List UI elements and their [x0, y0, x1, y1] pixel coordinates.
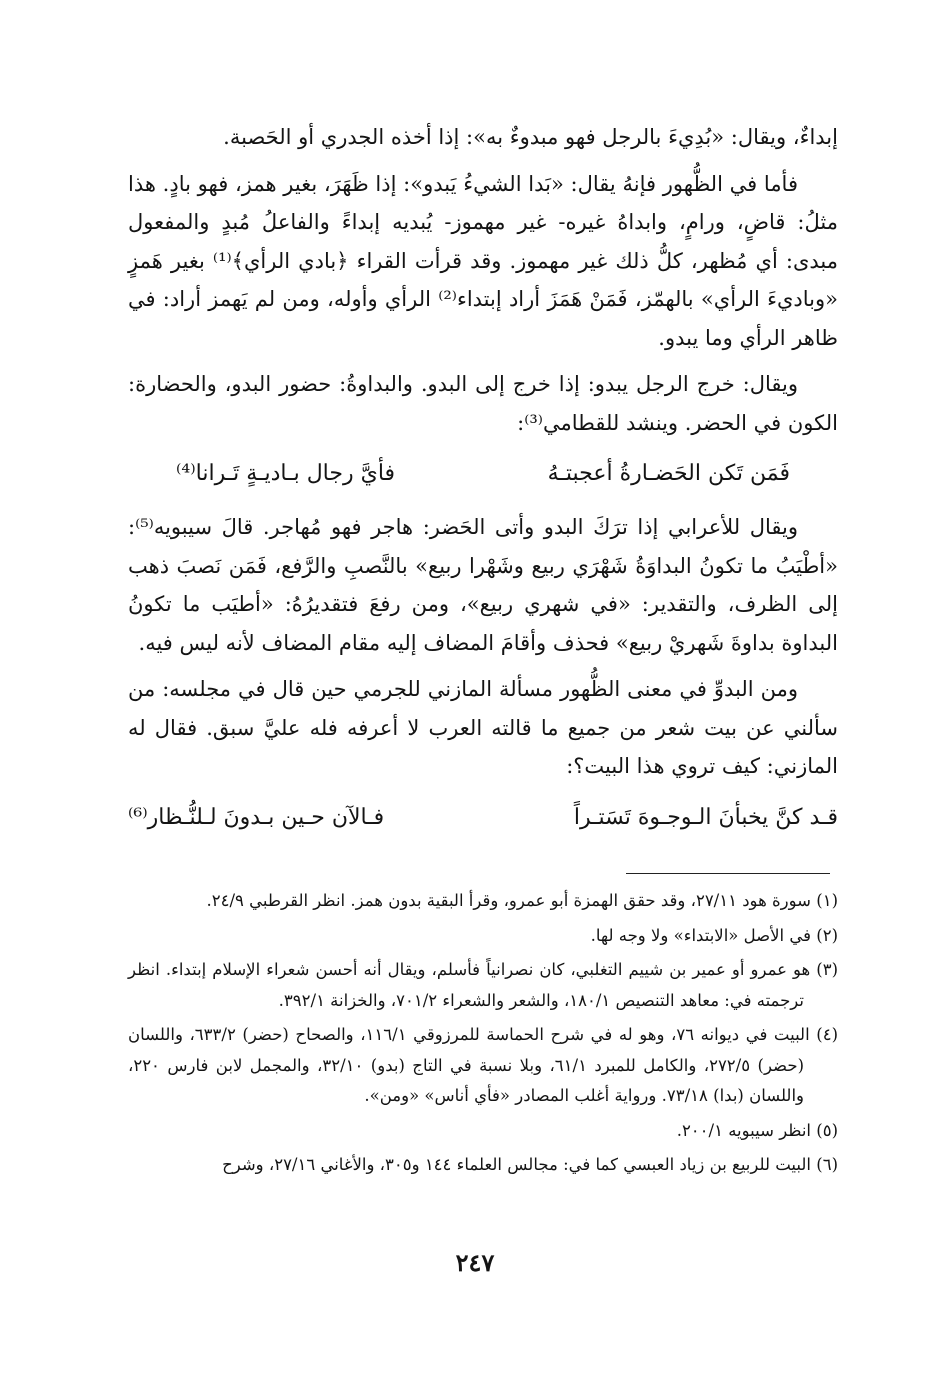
footnote: (٣) هو عمرو أو عمير بن شييم التغلبي، كان نصرانياً فأسلم، ويقال أنه أحسن شعراء الإسلام إبتداء. انظر ترجمته في: معاهد التنصيص ١٨٠/١، والشعر والشعراء ٧٠١/٢، والخزانة ٣٩٢/١.	[128, 960, 838, 1010]
paragraph: فأما في الظُّهور فإنهُ يقال: «بَدا الشيءُ يَبدو»: إذا ظَهَرَ، بغير همز، فهو بادٍ. هذا مثلُ: قاضٍ، ورامٍ، وابداهُ غيره- غير مهموز- يُبديه إبداءً والفاعلُ مُبدٍ والمفعول مبدى: أي مُظهر، كلُّ ذلك غير مهموز. وقد قرأت القراء ﴿بادي الرأي﴾⁽¹⁾ بغير هَمزٍ «وباديءَ الرأي» بالهمّز، فَمَنْ هَمَزَ أراد إبتداء⁽²⁾ الرأي وأوله، ومن لم يَهمز أراد: في ظاهر الرأي وما يبدو.	[128, 171, 838, 350]
footnote: (٢) في الأصل «الابتداء» ولا وجه لها.	[590, 925, 838, 945]
footnote: (٤) البيت في ديوانه ٧٦، وهو له في شرح الحماسة للمرزوقي ١١٦/١، والصحاح (حضر) ٦٣٣/٢، واللسان (حضر) ٢٧٢/٥، والكامل للمبرد ٦١/١، وبلا نسبة في التاج (بدو) ٣٢/١٠، والمجمل لابن فارس ٢٢٠، واللسان (بدا) ٧٣/١٨. ورواية أغلب المصادر «فأي أناس» «ومن».	[128, 1025, 838, 1105]
main-text	[128, 118, 838, 852]
paragraph: ومن البدوِّ في معنى الظُّهور مسألة المازني للجرمي حين قال في مجلسه: من سألني عن بيت شعر من جميع ما قالته العرب لا أعرفه فله عليَّ سبق. فقال له المازني: كيف تروي هذا البيت؟:	[128, 677, 838, 778]
verse-rabi	[128, 798, 838, 838]
paragraph: ويقال: خرج الرجل يبدو: إذا خرج إلى البدو. والبداوةُ: حضور البدو، والحضارة: الكون في الحضر. وينشد للقطامي⁽³⁾:	[128, 372, 838, 435]
footnote: (٥) انظر سيبويه ٢٠٠/١.	[676, 1120, 838, 1140]
verse-second-hemistich: فـالآن حـين بـدونَ لـلنُّـظار⁽⁶⁾	[128, 804, 385, 830]
verse-first-hemistich: فَمَن تَكن الحَضـارةُ أعجبتـهُ	[547, 461, 790, 486]
paragraph: إبداءٌ، ويقال: «بُدِيءَ بالرجل فهو مبدوءٌ به»: إذا أخذه الجدري أو الحَصبة.	[223, 125, 838, 149]
verse-second-hemistich: فأيَّ رجال بـاديـةٍ تَـرانا⁽⁴⁾	[176, 461, 396, 486]
verse-qutami	[176, 454, 790, 494]
footnote: (٦) البيت للربيع بن زياد العبسي كما في: مجالس العلماء ١٤٤ و٣٠٥، والأغاني ٢٧/١٦، وشرح	[222, 1155, 838, 1174]
page-number: ٢٤٧	[455, 1248, 495, 1277]
footnotes	[128, 886, 838, 1185]
footnote: (١) سورة هود ٢٧/١١، وقد حقق الهمزة أبو عمرو، وقرأ البقية بدون همز. انظر القرطبي ٢٤/٩.	[206, 891, 838, 910]
verse-first-hemistich: قـد كنَّ يخبأنَ الـوجـوهَ تَسَتـراً	[573, 804, 838, 830]
paragraph: ويقال للأعرابي إذا ترَكَ البدو وأتى الحَضر: هاجر فهو مُهاجر. قالَ سيبويه⁽⁵⁾: «أطْيَبُ ما تكونُ البداوَةُ شَهْرَي ربيع وشَهْرا ربيع» بالنَّصبِ والرَّفع، فَمَن نَصبَ ذهب إلى الظرف، والتقدير: «في شهري ربيع»، ومن رفعَ فتقديرُهُ: «أطيَب ما تكونُ البداوة بداوةَ شَهريْ ربيع» فحذف وأقامَ المضاف إليه مقام المضاف لأنه ليس فيه.	[128, 515, 838, 655]
footnote-separator	[626, 873, 830, 874]
